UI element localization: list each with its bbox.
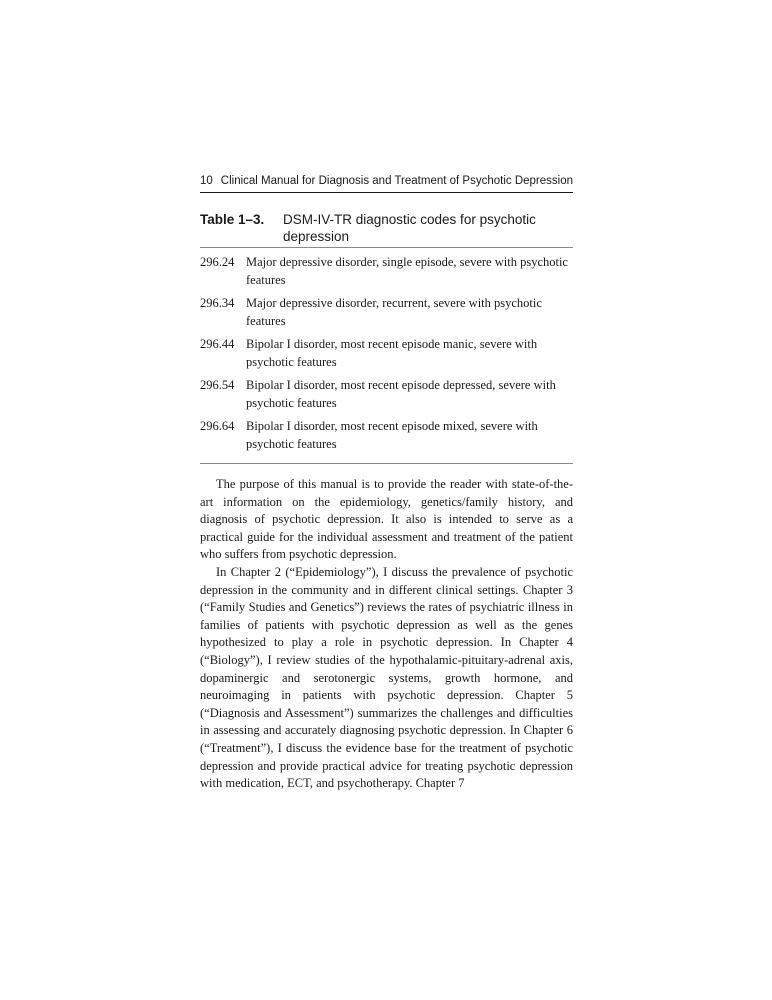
running-head [200, 170, 573, 193]
diagnosis-description: Major depressive disorder, recurrent, severe with psychotic features [246, 296, 542, 328]
diagnosis-description: Bipolar I disorder, most recent episode depressed, severe with psychotic features [246, 378, 556, 410]
table-row [200, 295, 573, 330]
book-page [200, 170, 573, 793]
diagnostic-code: 296.24 [200, 255, 235, 269]
table-row [200, 254, 573, 289]
body-text [200, 476, 573, 793]
book-title: Clinical Manual for Diagnosis and Treatment of Psychotic Depression [220, 175, 573, 187]
diagnosis-description: Major depressive disorder, single episode, severe with psychotic features [246, 255, 568, 287]
diagnostic-code: 296.34 [200, 296, 235, 310]
paragraph-chapter-overview: In Chapter 2 (“Epidemiology”), I discuss the prevalence of psychotic depression in the community and in different clinical settings. Chapter 3 (“Family Studies and Genetics”) reviews the rates of psychiatric illness in families of patients with psychotic depression as well as the genes hypothesized to play a role in psychotic depression. In Chapter 4 (“Biology”), I review studies of the hypothalamic-pituitary-adrenal axis, dopaminergic and serotonergic systems, growth hormone, and neuroimaging in patients with psychotic depression. Chapter 5 (“Diagnosis and Assessment”) summarizes the challenges and difficulties in assessing and accurately diagnosing psychotic depression. In Chapter 6 (“Treatment”), I discuss the evidence base for the treatment of psychotic depression and provide practical advice for treating psychotic depression with medication, ECT, and psychotherapy. Chapter 7 [200, 564, 573, 791]
diagnosis-description: Bipolar I disorder, most recent episode manic, severe with psychotic features [246, 337, 538, 369]
table-body [200, 248, 573, 464]
diagnostic-code: 296.64 [200, 419, 235, 433]
table-caption [200, 211, 573, 248]
table-row [200, 418, 573, 453]
table-row [200, 336, 573, 371]
diagnosis-description: Bipolar I disorder, most recent episode mixed, severe with psychotic features [246, 419, 538, 451]
diagnostic-code: 296.54 [200, 378, 235, 392]
table-label: Table 1–3. [200, 212, 265, 227]
diagnostic-code: 296.44 [200, 337, 235, 351]
page-number: 10 [200, 175, 213, 187]
paragraph-purpose: The purpose of this manual is to provide the reader with state-of-the-art information on the epidemiology, genetics/family history, and diagnosis of psychotic depression. It also is intended to serve as a practical guide for the individual assessment and treatment of the patient who suffers from psychotic depression. [200, 477, 573, 562]
diagnostic-codes-table [200, 211, 573, 464]
table-row [200, 377, 573, 412]
table-title: DSM-IV-TR diagnostic codes for psychotic depression [283, 212, 536, 244]
